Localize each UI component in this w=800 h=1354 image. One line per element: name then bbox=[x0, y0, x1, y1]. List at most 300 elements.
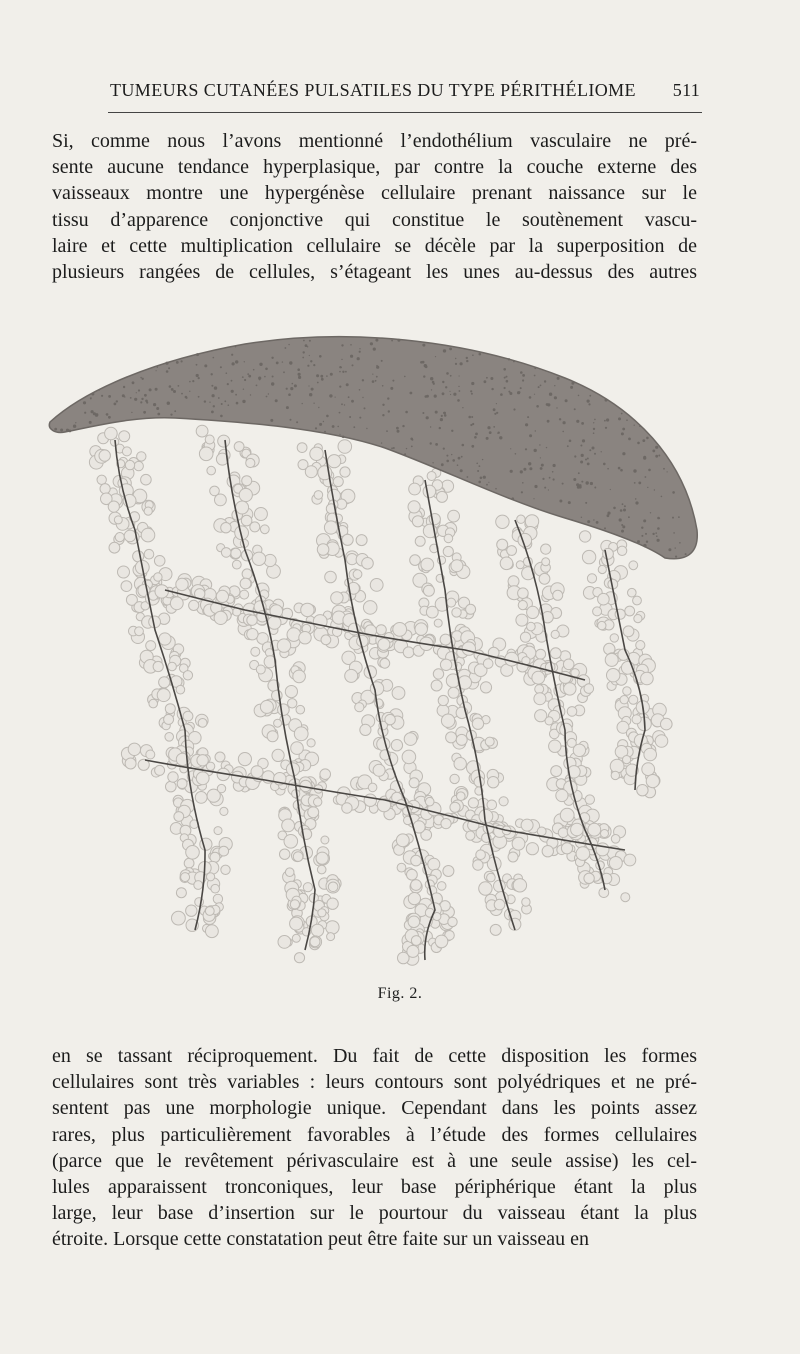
cell bbox=[573, 744, 585, 756]
tissue-nucleus bbox=[525, 423, 528, 426]
cell bbox=[165, 733, 174, 742]
tissue-nucleus bbox=[549, 477, 551, 479]
tissue-nucleus bbox=[635, 498, 637, 500]
tissue-nucleus bbox=[542, 478, 544, 480]
tissue-nucleus bbox=[352, 364, 354, 366]
tissue-nucleus bbox=[157, 367, 158, 368]
tissue-nucleus bbox=[226, 372, 228, 374]
tissue-nucleus bbox=[349, 416, 351, 418]
tissue-nucleus bbox=[534, 375, 536, 377]
cell bbox=[164, 714, 174, 724]
tissue-nucleus bbox=[510, 448, 511, 449]
tissue-nucleus bbox=[108, 395, 111, 398]
cell bbox=[217, 784, 225, 792]
tissue-nucleus bbox=[196, 364, 198, 366]
cell bbox=[159, 677, 170, 688]
tissue-nucleus bbox=[192, 380, 194, 382]
cell bbox=[644, 748, 657, 761]
tissue-nucleus bbox=[142, 378, 144, 380]
tissue-nucleus bbox=[585, 502, 587, 504]
cell bbox=[285, 868, 294, 877]
cell bbox=[141, 528, 155, 542]
tissue-nucleus bbox=[443, 448, 445, 450]
tissue-nucleus bbox=[567, 445, 569, 447]
cell bbox=[290, 917, 303, 930]
cell bbox=[427, 472, 436, 481]
cell bbox=[215, 752, 225, 762]
cell bbox=[301, 603, 314, 616]
tissue-nucleus bbox=[364, 407, 366, 409]
tissue-nucleus bbox=[309, 355, 310, 356]
cell bbox=[433, 669, 443, 679]
cell bbox=[392, 687, 405, 700]
tissue-nucleus bbox=[434, 395, 437, 398]
cell bbox=[621, 893, 630, 902]
tissue-nucleus bbox=[471, 393, 473, 395]
cell bbox=[177, 779, 187, 789]
cell bbox=[219, 846, 229, 856]
tissue-nucleus bbox=[643, 519, 646, 522]
cell bbox=[105, 427, 118, 440]
cell bbox=[516, 561, 524, 569]
tissue-nucleus bbox=[227, 383, 229, 385]
tissue-nucleus bbox=[289, 361, 292, 364]
tissue-nucleus bbox=[382, 404, 384, 406]
cell bbox=[561, 843, 572, 854]
cell bbox=[576, 847, 590, 861]
tissue-nucleus bbox=[449, 348, 452, 351]
tissue-nucleus bbox=[476, 463, 478, 465]
cell bbox=[157, 689, 170, 702]
cell bbox=[154, 573, 162, 581]
cell bbox=[601, 830, 609, 838]
tissue-nucleus bbox=[668, 548, 671, 551]
cell bbox=[411, 880, 422, 891]
tissue-nucleus bbox=[620, 469, 623, 472]
tissue-nucleus bbox=[339, 386, 341, 388]
cell bbox=[206, 925, 219, 938]
cell bbox=[380, 658, 390, 668]
cell bbox=[629, 695, 638, 704]
tissue-nucleus bbox=[499, 436, 502, 439]
tissue-nucleus bbox=[646, 437, 649, 440]
cell bbox=[440, 634, 451, 645]
cell bbox=[119, 431, 130, 442]
cell bbox=[211, 884, 220, 893]
tissue-nucleus bbox=[204, 400, 206, 402]
cell bbox=[338, 440, 352, 454]
tissue-nucleus bbox=[667, 471, 668, 472]
tissue-nucleus bbox=[628, 438, 631, 441]
tissue-nucleus bbox=[220, 366, 222, 368]
cell bbox=[149, 699, 158, 708]
tissue-nucleus bbox=[605, 399, 608, 402]
tissue-nucleus bbox=[673, 532, 675, 534]
tissue-nucleus bbox=[571, 382, 574, 385]
cell bbox=[500, 557, 513, 570]
tissue-nucleus bbox=[370, 342, 373, 345]
tissue-nucleus bbox=[540, 467, 543, 470]
cell bbox=[294, 727, 308, 741]
tissue-nucleus bbox=[522, 374, 525, 377]
tissue-nucleus bbox=[521, 491, 523, 493]
tissue-nucleus bbox=[484, 380, 487, 383]
tissue-nucleus bbox=[359, 389, 361, 391]
tissue-nucleus bbox=[604, 527, 606, 529]
cell bbox=[321, 635, 331, 645]
cell bbox=[411, 855, 422, 866]
cell bbox=[345, 669, 358, 682]
cell bbox=[487, 800, 497, 810]
tissue-nucleus bbox=[181, 393, 183, 395]
tissue-nucleus bbox=[329, 394, 332, 397]
tissue-nucleus bbox=[579, 484, 582, 487]
tissue-nucleus bbox=[209, 402, 210, 403]
tissue-nucleus bbox=[144, 394, 147, 397]
tissue-nucleus bbox=[547, 420, 550, 423]
tissue-nucleus bbox=[308, 385, 309, 386]
tissue-nucleus bbox=[458, 457, 461, 460]
tissue-nucleus bbox=[581, 422, 584, 425]
cell bbox=[236, 501, 249, 514]
tissue-nucleus bbox=[553, 478, 555, 480]
tissue-nucleus bbox=[679, 542, 681, 544]
tissue-nucleus bbox=[574, 408, 576, 410]
cell bbox=[516, 614, 528, 626]
tissue-nucleus bbox=[622, 503, 624, 505]
cell bbox=[437, 882, 446, 891]
histology-illustration bbox=[45, 330, 705, 980]
tissue-nucleus bbox=[506, 380, 509, 383]
tissue-nucleus bbox=[626, 419, 628, 421]
tissue-nucleus bbox=[134, 398, 137, 401]
tissue-nucleus bbox=[138, 389, 140, 391]
tissue-nucleus bbox=[114, 403, 117, 406]
tissue-nucleus bbox=[592, 447, 595, 450]
tissue-nucleus bbox=[266, 396, 268, 398]
tissue-nucleus bbox=[451, 454, 452, 455]
tissue-nucleus bbox=[84, 412, 86, 414]
cell bbox=[443, 546, 453, 556]
tissue-nucleus bbox=[607, 468, 609, 470]
cell bbox=[541, 544, 551, 554]
tissue-nucleus bbox=[466, 360, 468, 362]
cell bbox=[397, 863, 406, 872]
cell bbox=[593, 607, 602, 616]
cell bbox=[318, 909, 326, 917]
cell bbox=[100, 484, 110, 494]
cell bbox=[518, 601, 527, 610]
cell bbox=[564, 683, 576, 695]
tissue-nucleus bbox=[472, 354, 474, 356]
tissue-nucleus bbox=[487, 426, 490, 429]
cell bbox=[423, 585, 434, 596]
tissue-nucleus bbox=[442, 392, 445, 395]
tissue-nucleus bbox=[302, 403, 303, 404]
tissue-nucleus bbox=[535, 430, 536, 431]
tissue-nucleus bbox=[165, 362, 168, 365]
tissue-nucleus bbox=[504, 377, 506, 379]
cell bbox=[314, 491, 323, 500]
cell bbox=[362, 558, 374, 570]
tissue-nucleus bbox=[397, 430, 400, 433]
tissue-nucleus bbox=[372, 380, 375, 383]
tissue-nucleus bbox=[500, 393, 503, 396]
tissue-nucleus bbox=[265, 368, 268, 371]
tissue-nucleus bbox=[310, 360, 312, 362]
tissue-nucleus bbox=[471, 445, 474, 448]
tissue-nucleus bbox=[326, 375, 328, 377]
cell bbox=[611, 835, 620, 844]
cell bbox=[115, 533, 124, 542]
tissue-nucleus bbox=[549, 393, 552, 396]
tissue-nucleus bbox=[606, 418, 609, 421]
tissue-nucleus bbox=[140, 377, 142, 379]
tissue-nucleus bbox=[198, 396, 200, 398]
cell bbox=[370, 579, 383, 592]
tissue-nucleus bbox=[522, 482, 524, 484]
tissue-nucleus bbox=[452, 459, 455, 462]
cell bbox=[373, 764, 385, 776]
tissue-nucleus bbox=[657, 517, 660, 520]
tissue-nucleus bbox=[242, 376, 244, 378]
cell bbox=[199, 447, 213, 461]
cell bbox=[325, 571, 337, 583]
tissue-nucleus bbox=[593, 432, 595, 434]
tissue-nucleus bbox=[123, 386, 125, 388]
tissue-nucleus bbox=[235, 360, 238, 363]
tissue-nucleus bbox=[422, 344, 424, 346]
tissue-nucleus bbox=[450, 394, 451, 395]
tissue-nucleus bbox=[639, 425, 641, 427]
tissue-nucleus bbox=[655, 446, 658, 449]
cell bbox=[403, 647, 414, 658]
tissue-nucleus bbox=[337, 426, 339, 428]
tissue-nucleus bbox=[517, 391, 520, 394]
cell bbox=[480, 682, 491, 693]
cell bbox=[466, 604, 476, 614]
cell bbox=[207, 873, 215, 881]
cell bbox=[122, 447, 131, 456]
cell bbox=[321, 836, 329, 844]
tissue-nucleus bbox=[309, 340, 311, 342]
cell bbox=[487, 873, 496, 882]
tissue-nucleus bbox=[307, 346, 308, 347]
cell bbox=[174, 812, 184, 822]
tissue-nucleus bbox=[588, 403, 590, 405]
figure-caption: Fig. 2. bbox=[377, 985, 423, 1002]
cell bbox=[551, 630, 559, 638]
tissue-nucleus bbox=[326, 415, 329, 418]
cell bbox=[176, 888, 186, 898]
text-line: cellulaires sont très variables : leurs contours sont polyédriques et ne pré- bbox=[52, 1071, 697, 1094]
tissue-nucleus bbox=[634, 482, 636, 484]
tissue-nucleus bbox=[298, 373, 301, 376]
tissue-nucleus bbox=[75, 422, 76, 423]
tissue-nucleus bbox=[654, 489, 655, 490]
tissue-nucleus bbox=[544, 380, 546, 382]
tissue-nucleus bbox=[596, 521, 599, 524]
cell bbox=[206, 762, 214, 770]
tissue-nucleus bbox=[641, 527, 643, 529]
cell bbox=[207, 466, 216, 475]
tissue-nucleus bbox=[512, 497, 515, 500]
tissue-nucleus bbox=[557, 377, 560, 380]
tissue-nucleus bbox=[580, 445, 582, 447]
tissue-nucleus bbox=[546, 403, 549, 406]
tissue-nucleus bbox=[342, 371, 344, 373]
cell bbox=[536, 649, 546, 659]
tissue-nucleus bbox=[344, 404, 345, 405]
cell bbox=[239, 488, 252, 501]
tissue-nucleus bbox=[213, 357, 215, 359]
tissue-nucleus bbox=[218, 397, 220, 399]
cell bbox=[634, 615, 642, 623]
cell bbox=[525, 515, 538, 528]
tissue-nucleus bbox=[586, 481, 589, 484]
cell bbox=[473, 860, 483, 870]
tissue-nucleus bbox=[672, 517, 674, 519]
tissue-nucleus bbox=[211, 385, 213, 387]
tissue-nucleus bbox=[553, 464, 556, 467]
tissue-nucleus bbox=[493, 408, 496, 411]
tissue-nucleus bbox=[264, 376, 266, 378]
cell bbox=[446, 732, 457, 743]
tissue-nucleus bbox=[585, 459, 587, 461]
cell bbox=[168, 662, 177, 671]
tissue-nucleus bbox=[446, 455, 448, 457]
cell bbox=[476, 850, 486, 860]
cell bbox=[353, 570, 362, 579]
text-line: (parce que le revêtement périvasculaire est à une seule assise) les cel- bbox=[52, 1149, 697, 1172]
cell bbox=[196, 425, 208, 437]
text-line: sentent pas une morphologie unique. Cependant dans les points assez bbox=[52, 1097, 697, 1120]
tissue-nucleus bbox=[275, 399, 278, 402]
tissue-nucleus bbox=[534, 449, 537, 452]
cell bbox=[629, 561, 638, 570]
tissue-nucleus bbox=[276, 362, 279, 365]
tissue-nucleus bbox=[224, 400, 226, 402]
cell bbox=[507, 546, 517, 556]
tissue-nucleus bbox=[404, 376, 406, 378]
tissue-nucleus bbox=[603, 463, 606, 466]
cell bbox=[118, 566, 130, 578]
cell bbox=[549, 740, 561, 752]
tissue-nucleus bbox=[529, 467, 532, 470]
tissue-nucleus bbox=[574, 455, 576, 457]
cell bbox=[633, 596, 642, 605]
cell bbox=[251, 647, 260, 656]
cell bbox=[176, 578, 188, 590]
cell bbox=[636, 641, 645, 650]
tissue-nucleus bbox=[270, 419, 273, 422]
tissue-nucleus bbox=[601, 451, 602, 452]
cell bbox=[617, 546, 626, 555]
cell bbox=[508, 852, 518, 862]
tissue-nucleus bbox=[388, 410, 390, 412]
tissue-nucleus bbox=[478, 481, 481, 484]
tissue-nucleus bbox=[589, 449, 591, 451]
cell bbox=[305, 466, 317, 478]
tissue-nucleus bbox=[131, 412, 132, 413]
tissue-nucleus bbox=[559, 500, 562, 503]
tissue-nucleus bbox=[411, 446, 413, 448]
tissue-nucleus bbox=[315, 427, 317, 429]
tissue-nucleus bbox=[433, 383, 435, 385]
tissue-nucleus bbox=[450, 375, 452, 377]
tissue-nucleus bbox=[650, 512, 651, 513]
tissue-nucleus bbox=[453, 393, 456, 396]
cell bbox=[624, 854, 636, 866]
tissue-nucleus bbox=[91, 410, 94, 413]
cell bbox=[284, 835, 298, 849]
tissue-nucleus bbox=[520, 387, 522, 389]
tissue-nucleus bbox=[474, 436, 477, 439]
text-line: tissu d’apparence conjonctive qui constitue le soutènement vascu- bbox=[52, 208, 697, 231]
cell bbox=[423, 485, 436, 498]
tissue-nucleus bbox=[623, 509, 626, 512]
tissue-nucleus bbox=[320, 375, 323, 378]
tissue-nucleus bbox=[391, 340, 393, 342]
tissue-nucleus bbox=[130, 397, 132, 399]
tissue-nucleus bbox=[522, 379, 524, 381]
cell bbox=[512, 837, 525, 850]
tissue-nucleus bbox=[508, 358, 510, 360]
cell bbox=[234, 442, 244, 452]
tissue-nucleus bbox=[170, 414, 172, 416]
tissue-nucleus bbox=[580, 461, 583, 464]
tissue-nucleus bbox=[439, 427, 441, 429]
tissue-nucleus bbox=[178, 385, 180, 387]
cell bbox=[340, 467, 350, 477]
tissue-nucleus bbox=[73, 425, 76, 428]
tissue-nucleus bbox=[290, 387, 293, 390]
tissue-nucleus bbox=[60, 429, 63, 432]
tissue-nucleus bbox=[523, 468, 526, 471]
tissue-nucleus bbox=[171, 388, 174, 391]
tissue-nucleus bbox=[457, 464, 459, 466]
tissue-nucleus bbox=[348, 396, 350, 398]
tissue-nucleus bbox=[430, 377, 433, 380]
tissue-nucleus bbox=[212, 394, 215, 397]
tissue-nucleus bbox=[204, 364, 207, 367]
tissue-nucleus bbox=[467, 476, 469, 478]
cell bbox=[542, 558, 550, 566]
tissue-nucleus bbox=[423, 375, 425, 377]
tissue-nucleus bbox=[661, 496, 663, 498]
cell bbox=[522, 898, 530, 906]
tissue-nucleus bbox=[544, 487, 546, 489]
tissue-nucleus bbox=[359, 351, 361, 353]
tissue-nucleus bbox=[149, 388, 152, 391]
cell bbox=[155, 765, 165, 775]
tissue-nucleus bbox=[359, 417, 361, 419]
cell bbox=[521, 819, 533, 831]
tissue-nucleus bbox=[145, 400, 148, 403]
cell bbox=[146, 641, 156, 651]
tissue-nucleus bbox=[90, 398, 92, 400]
cell bbox=[605, 653, 618, 666]
cell bbox=[452, 608, 461, 617]
tissue-nucleus bbox=[556, 407, 557, 408]
cell bbox=[376, 625, 386, 635]
cell bbox=[448, 687, 459, 698]
tissue-nucleus bbox=[554, 385, 555, 386]
tissue-nucleus bbox=[459, 375, 460, 376]
tissue-nucleus bbox=[242, 400, 245, 403]
cell bbox=[468, 798, 478, 808]
tissue-nucleus bbox=[221, 403, 223, 405]
